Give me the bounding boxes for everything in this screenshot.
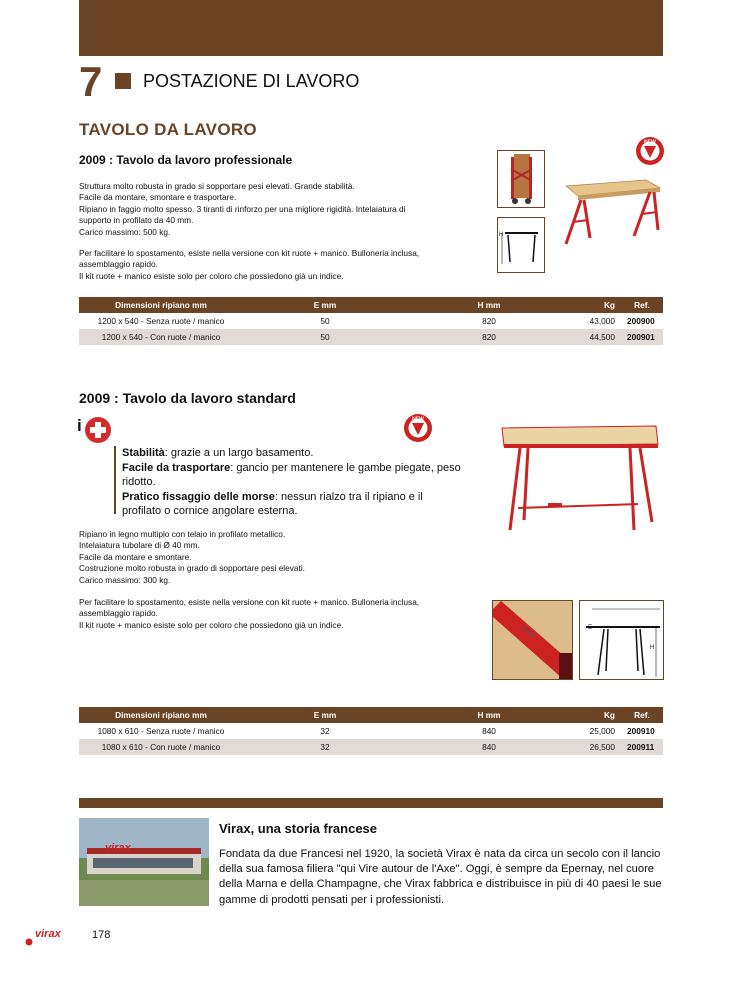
cell: 840 [407,739,571,755]
factory-photo [79,818,209,906]
top-banner [79,0,663,56]
col-header: Dimensioni ripiano mm [79,297,243,313]
info-mark: i [77,416,82,435]
table-row [79,739,663,755]
standard-table-photo [498,420,662,532]
feature-item [122,490,462,519]
product1-spec-table [79,297,663,345]
note-line: Il kit ruote + manico esiste solo per coloro che possiedono già un indice. [79,619,344,630]
col-header: H mm [407,707,571,723]
cell: 32 [243,723,407,739]
feature-name: Facile da trasportare [122,461,231,474]
col-header: E mm [243,707,407,723]
note-line: Per facilitare lo spostamento, esiste nella versione con kit ruote + manico. Bulloneria inclusa, [79,597,420,607]
cell: 200911 [621,739,663,755]
product1-title: 2009 : Tavolo da lavoro professionale [79,153,293,167]
desc-line: Ripiano in legno multiplo con telaio in profilato metallico. [79,529,286,539]
cell: 50 [243,313,407,329]
dimension-h-label: H [499,232,504,238]
col-header: Kg [571,707,621,723]
product2-dimension-drawing [579,600,664,680]
product1-description [79,181,479,238]
cell: 840 [407,723,571,739]
footer-logo: virax [35,928,61,940]
desc-line: Facile da montare, smontare e trasportare. [79,192,237,203]
cell: 44,500 [571,329,621,345]
cell: 820 [407,329,571,345]
cell: 200900 [621,313,663,329]
desc-line: Carico massimo: 300 kg. [79,574,171,585]
chapter-square-icon [115,73,131,89]
note-line: assemblaggio rapido. [79,608,158,619]
feature-list [122,446,462,519]
note-line: assemblaggio rapido. [79,259,158,270]
dimension-h-label: H [650,645,655,651]
folded-table-photo [497,150,545,208]
col-header: Ref. [621,707,663,723]
cell: 50 [243,329,407,345]
col-header: Dimensioni ripiano mm [79,707,243,723]
product2-title: 2009 : Tavolo da lavoro standard [79,390,296,406]
cell: 26,500 [571,739,621,755]
chapter-title: POSTAZIONE DI LAVORO [143,71,360,91]
note-line: Il kit ruote + manico esiste solo per coloro che possiedono già un indice. [79,270,344,281]
page-number: 178 [92,929,111,941]
feature-text: : nessun rialzo tra il ripiano e il profilato o cornice angolare esterna. [122,490,423,518]
table-header-row [79,707,663,723]
cell: 1200 x 540 - Con ruote / manico [79,329,243,345]
desc-line: Facile da montare e smontare. [79,551,192,562]
chapter-number: 7 [79,58,103,105]
table-header-row [79,297,663,313]
feature-name: Stabilità [122,447,165,459]
cell: 200910 [621,723,663,739]
feature-name: Pratico fissaggio delle morse [122,490,275,503]
feature-item [122,446,462,461]
col-header: Ref. [621,297,663,313]
table-row [79,313,663,329]
feature-text: : gancio per mantenere le gambe piegate, peso ridotto. [122,461,461,489]
cell: 1080 x 610 - Con ruote / manico [79,739,243,755]
new-badge-icon [403,413,433,443]
cell: 1080 x 610 - Senza ruote / manico [79,723,243,739]
desc-line: Carico massimo: 500 kg. [79,226,171,237]
professional-table-photo [558,170,664,250]
desc-line: supporto in profilato da 40 mm. [79,215,194,226]
note-line: Per facilitare lo spostamento, esiste nella versione con kit ruote + manico. Bulloneria inclusa, [79,248,420,258]
story-text: Fondata da due Francesi nel 1920, la società Virax è nata da circa un secolo con il lancio della sua famosa filiera "qui Vire autour de l'Axe". Oggi, è sempre da Epernay, nel cuore della Marna e della Champagne, che Virax fabbrica e distribuisce in più di 40 paesi le sue gamme di prodotti pensati per i professionisti. [219,848,662,906]
cell: 200901 [621,329,663,345]
col-header: E mm [243,297,407,313]
badge-text: NEW [644,139,656,146]
cell: 820 [407,313,571,329]
virax-logo-icon [25,933,33,941]
feature-item [122,461,462,490]
product2-note [79,597,479,631]
detail-logo-label: virax [520,625,536,639]
story-title: Virax, una storia francese [219,821,378,836]
product1-dimension-drawing [497,217,545,273]
new-badge-icon [635,136,665,166]
badge-text: NEW [412,416,424,423]
desc-line: Costruzione molto robusta in grado di sopportare pesi elevati. [79,563,305,574]
desc-line: Intelaiatura tubolare di Ø 40 mm. [79,540,200,551]
cell: 25,000 [571,723,621,739]
table-row [79,723,663,739]
feature-rule [114,446,116,514]
factory-sign: virax [105,842,131,854]
feature-text: : grazie a un largo basamento. [164,447,314,459]
col-header: Kg [571,297,621,313]
table-row [79,329,663,345]
tabletop-detail-photo [492,600,573,680]
section-title: TAVOLO DA LAVORO [79,120,257,139]
desc-line: Ripiano in faggio molto spesso. 3 tiranti di rinforzo per una migliore rigidità. Intelaiatura di [79,203,406,214]
product2-spec-table [79,707,663,755]
product2-description [79,529,479,586]
product1-note [79,248,479,282]
cell: 1200 x 540 - Senza ruote / manico [79,313,243,329]
col-header: H mm [407,297,571,313]
dimension-e-label: E [588,625,593,631]
desc-line: Struttura molto robusta in grado si sopportare pesi elevati. Grande stabilità. [79,181,355,191]
story-divider-bar [79,798,663,808]
cell: 32 [243,739,407,755]
cell: 43,000 [571,313,621,329]
medical-cross-icon [84,416,112,444]
